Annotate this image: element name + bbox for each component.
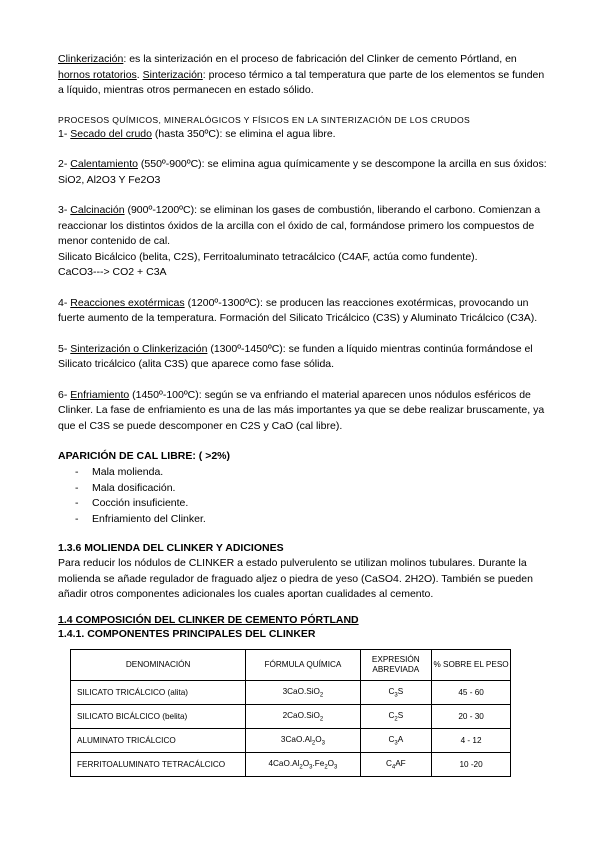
cell-porcentaje: 45 - 60	[432, 680, 511, 704]
processes-heading: PROCESOS QUÍMICOS, MINERALÓGICOS Y FÍSICOS EN LA SINTERIZACIÓN DE LOS CRUDOS	[58, 114, 471, 125]
step-6-term: Enfriamiento	[70, 388, 130, 401]
list-item: - Mala molienda.	[58, 465, 548, 481]
list-item: - Mala dosificación.	[58, 481, 548, 497]
col-header-porcentaje: % SOBRE EL PESO	[432, 649, 511, 680]
step-3-compounds: Silicato Bicálcico (belita, C2S), Ferritoaluminato tetracálcico (C4AF, actúa como fundente).	[58, 250, 478, 263]
table-row	[71, 728, 511, 752]
step-1-text: (hasta 350ºC): se elimina el agua libre.	[152, 127, 336, 140]
step-3-reaction: CaCO3---> CO2 + C3A	[58, 266, 167, 278]
cell-formula: 2CaO.SiO$_2$	[246, 704, 360, 728]
cell-porcentaje: 10 -20	[432, 752, 511, 776]
cell-formula: 3CaO.SiO$_2$	[246, 680, 360, 704]
intro-text-2: .	[136, 68, 143, 81]
step-2	[58, 157, 548, 188]
cell-porcentaje: 20 - 30	[432, 704, 511, 728]
intro-text-3: : proceso térmico a tal temperatura que parte de los elementos se funden a líquido, mientras otros permanecen en estado sólido.	[58, 68, 545, 96]
step-5-prefix: 5-	[58, 342, 71, 355]
term-hornos-rotatorios: hornos rotatorios	[58, 68, 137, 81]
cell-denominacion: FERRITOALUMINATO TETRACÁLCICO	[71, 752, 246, 776]
step-4	[58, 296, 548, 327]
table-row	[71, 752, 511, 776]
col-header-abreviada: EXPRESIÓN ABREVIADA	[360, 649, 432, 680]
step-4-term: Reacciones exotérmicas	[70, 296, 185, 309]
step-4-prefix: 4-	[58, 296, 71, 309]
cell-formula: $3CaO.Al_2O_3$	[246, 728, 360, 752]
table-row	[71, 680, 511, 704]
list-item: - Enfriamiento del Clinker.	[58, 512, 548, 528]
clinker-components-table	[70, 649, 511, 777]
table-row	[71, 704, 511, 728]
term-sinterizacion: Sinterización	[142, 68, 203, 81]
step-3-text: (900º-1200ºC): se eliminan los gases de combustión, liberando el carbono. Comienzan a reaccionar los distintos óxidos de la arcilla con el óxido de cal, formándose primero los compuestos de menor contenido de cal.	[58, 204, 541, 247]
intro-text-1: : es la sinterización en el proceso de fabricación del Clinker de cemento Pórtland, en	[123, 53, 517, 65]
cell-abreviada: $C_2S$	[360, 704, 432, 728]
step-2-text: (550º-900ºC): se elimina agua químicamente y se descompone la arcilla en sus óxidos: SiO2, Al2O3 Y Fe2O3	[58, 158, 547, 186]
step-6-prefix: 6-	[58, 388, 71, 401]
cell-denominacion: ALUMINATO TRICÁLCICO	[71, 728, 246, 752]
cell-formula: $4CaO.Al_2O_3.Fe_2O_3$	[246, 752, 360, 776]
cell-denominacion: SILICATO TRICÁLCICO (alita)	[71, 680, 246, 704]
step-4-text: (1200º-1300ºC): se producen las reacciones exotérmicas, provocando un fuerte aumento de la temperatura. Formación del Silicato Tricálcico (C3S) y Aluminato Tricálcico (C3A).	[58, 296, 538, 324]
step-6-text: (1450º-100ºC): según se va enfriando el material aparecen unos nódulos esféricos de Clinker. La fase de enfriamiento es una de las más importantes ya que se debe realizar bruscamente, ya que el C3S se puede descomponer en C2S y CaO (cal libre).	[58, 388, 545, 432]
cell-porcentaje: 4 - 12	[432, 728, 511, 752]
col-header-formula: FÓRMULA QUÍMICA	[246, 649, 360, 680]
components-subsection-title: 1.4.1. COMPONENTES PRINCIPALES DEL CLINKER	[58, 627, 316, 640]
step-1-term: Secado del crudo	[70, 127, 152, 140]
free-lime-list	[58, 465, 548, 527]
col-header-denominacion: DENOMINACIÓN	[71, 649, 246, 680]
step-5	[58, 342, 548, 373]
intro-paragraph	[58, 52, 548, 99]
step-1-prefix: 1-	[58, 127, 71, 140]
cell-denominacion: SILICATO BICÁLCICO (belita)	[71, 704, 246, 728]
step-1	[58, 127, 548, 143]
free-lime-heading: APARICIÓN DE CAL LIBRE: ( >2%)	[58, 450, 230, 462]
step-3-prefix: 3-	[58, 204, 71, 216]
step-2-term: Calentamiento	[70, 158, 138, 170]
term-clinkerizacion: Clinkerización	[58, 53, 124, 65]
cell-abreviada: $C_3S$	[360, 680, 432, 704]
step-3-term: Calcinación	[70, 204, 125, 216]
milling-heading: 1.3.6 MOLIENDA DEL CLINKER Y ADICIONES	[58, 542, 284, 555]
list-item: - Cocción insuficiente.	[58, 496, 548, 512]
step-2-prefix: 2-	[58, 158, 71, 170]
table-header-row	[71, 649, 511, 680]
step-3	[58, 203, 548, 250]
step-6	[58, 388, 548, 435]
step-5-text: (1300º-1450ºC): se funden a líquido mientras continúa formándose el Silicato tricálcico (alita C3S) que aparece como fase sólida.	[58, 342, 533, 370]
document-page	[58, 52, 548, 777]
cell-abreviada: $C_3A$	[360, 728, 432, 752]
cell-abreviada: $C_4AF$	[360, 752, 432, 776]
milling-text: Para reducir los nódulos de CLINKER a estado pulverulento se utilizan molinos tubulares. Durante la molienda se añade regulador de fraguado aljez o piedra de yeso (CaSO4. 2H2O). También se pueden añadir otros componentes adicionales los cuales aportan cualidades al cemento.	[58, 557, 533, 601]
composition-section-title: 1.4 COMPOSICIÓN DEL CLINKER DE CEMENTO PÓRTLAND	[58, 613, 359, 626]
step-5-term: Sinterización o Clinkerización	[70, 342, 208, 355]
